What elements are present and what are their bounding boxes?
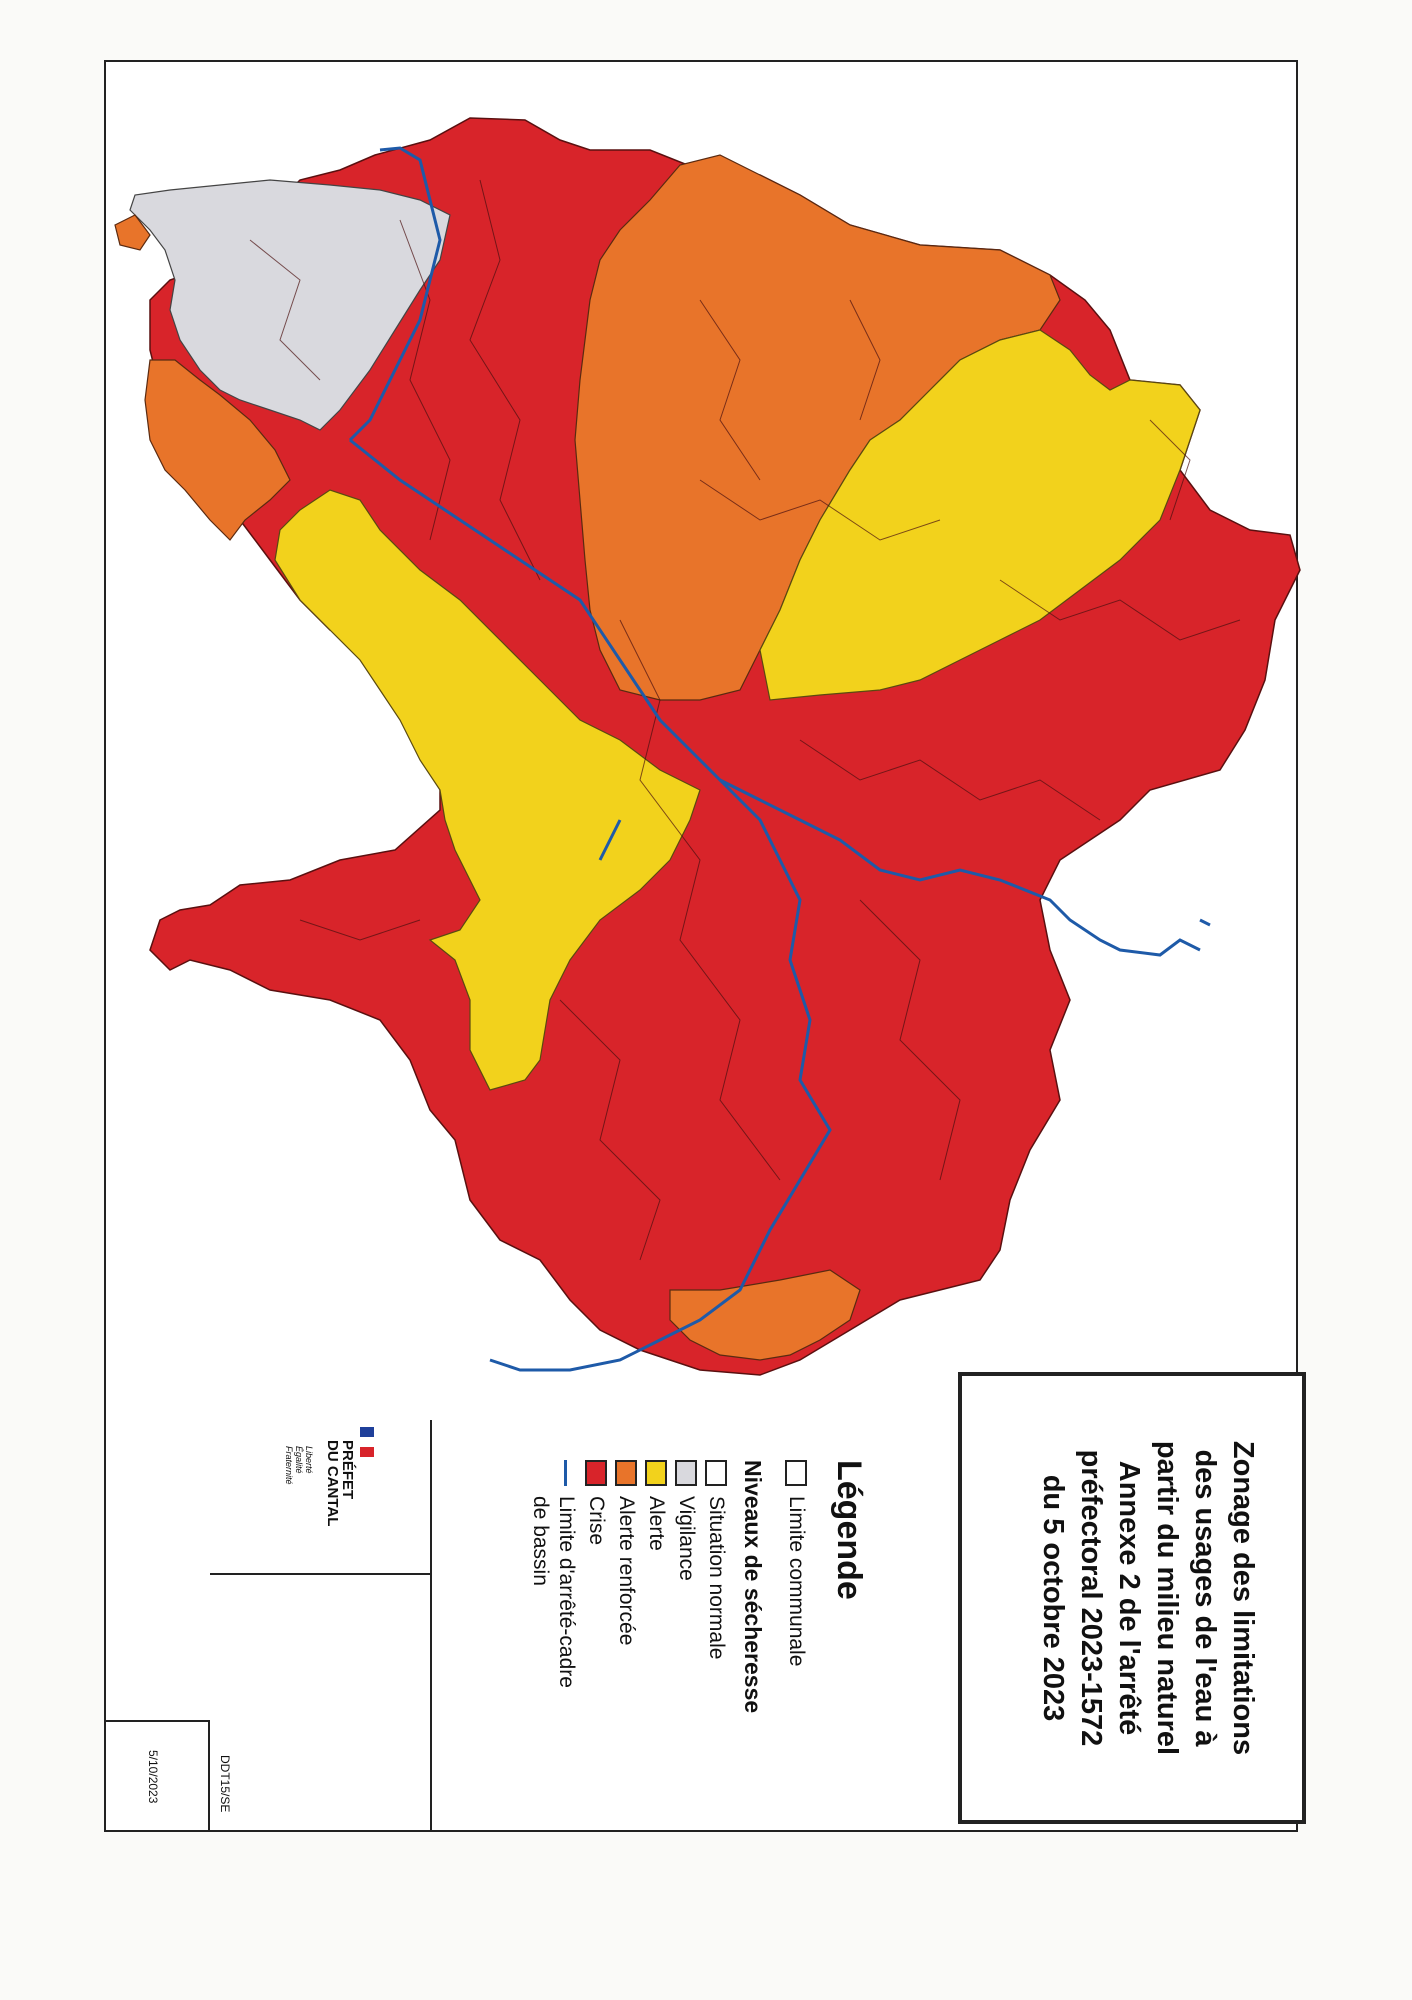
legend-label-vigilance: Vigilance [675, 1496, 698, 1581]
prefet-du-cantal-logo [325, 1440, 355, 1526]
legend-swatch-crise [585, 1460, 607, 1486]
legend-item-crise [584, 1460, 608, 1545]
legend-label-basin-limit-2: de bassin [529, 1496, 552, 1586]
legend-section-label: Niveaux de sécheresse [740, 1460, 766, 1714]
title-line-6: du 5 octobre 2023 [1037, 1474, 1069, 1722]
prefet-line-1: PRÉFET [339, 1440, 356, 1500]
legend-swatch-vigilance [675, 1460, 697, 1486]
legend-label-basin-limit-1: Limite d'arrêté-cadre [555, 1496, 578, 1688]
document-date: 5/10/2023 [146, 1750, 160, 1804]
legend-item-basin-limit-cont [528, 1496, 552, 1586]
title-line-5: préfectoral 2023-1572 [1075, 1449, 1107, 1747]
legend-item-limite-communale [784, 1460, 808, 1666]
legend-label-situation-normale: Situation normale [705, 1496, 728, 1660]
title-line-4: Annexe 2 de l'arrêté [1113, 1460, 1145, 1736]
legend-swatch-alerte [645, 1460, 667, 1486]
legend-label-crise: Crise [585, 1496, 608, 1546]
legend-item-basin-limit [554, 1460, 578, 1688]
logo-box [210, 1420, 432, 1575]
legend-label-limite-communale: Limite communale [785, 1496, 808, 1667]
service-code: DDT15/SE [218, 1755, 232, 1813]
legend-label-alerte: Alerte [645, 1496, 668, 1551]
legend-swatch-basin-limit [555, 1460, 577, 1486]
signature-box [210, 1575, 432, 1830]
legend-item-alerte-renforcee [614, 1460, 638, 1645]
devise-liberte: Liberté [304, 1446, 314, 1474]
title-line-1: Zonage des limitations [1227, 1440, 1259, 1756]
legend-section-title [739, 1460, 766, 1713]
title-line-2: des usages de l'eau à [1189, 1449, 1221, 1747]
legend-swatch-limite-communale [785, 1460, 807, 1486]
legend-swatch-alerte-renforcee [615, 1460, 637, 1486]
legend-heading: Légende [830, 1460, 868, 1600]
legend-label-alerte-renforcee: Alerte renforcée [615, 1496, 638, 1646]
legend-item-alerte [644, 1460, 668, 1551]
republique-devise [284, 1446, 314, 1485]
prefet-line-2: DU CANTAL [324, 1440, 341, 1527]
legend-item-situation-normale [704, 1460, 728, 1659]
devise-egalite: Égalité [294, 1446, 304, 1474]
map-title [1034, 1418, 1262, 1778]
title-line-3: partir du milieu naturel [1151, 1440, 1183, 1756]
republique-flag-icon [360, 1427, 374, 1457]
legend-item-vigilance [674, 1460, 698, 1581]
devise-fraternite: Fraternité [284, 1446, 294, 1485]
legend-swatch-situation-normale [705, 1460, 727, 1486]
